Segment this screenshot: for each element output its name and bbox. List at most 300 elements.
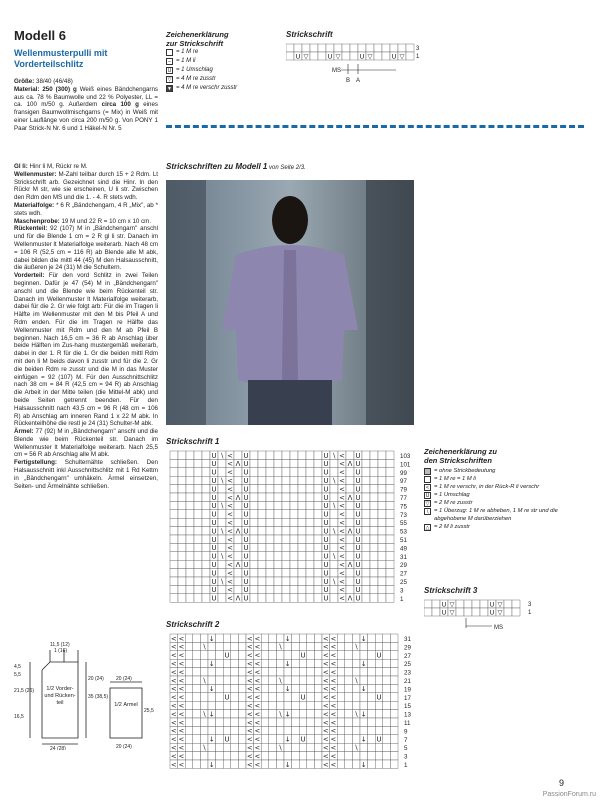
chart-cell — [200, 651, 208, 659]
chart-cell — [266, 585, 274, 593]
chart-symbol: U — [359, 52, 365, 61]
chart-cell — [194, 510, 202, 518]
chart-cell — [362, 510, 370, 518]
chart-cell — [261, 701, 269, 709]
chart-cell — [274, 577, 282, 585]
chart-cell — [185, 735, 193, 743]
chart-cell — [290, 451, 298, 459]
chart-cell — [368, 735, 376, 743]
chart-cell — [290, 569, 298, 577]
chart-cell — [266, 535, 274, 543]
chart-cell — [218, 459, 226, 467]
chart-cell — [258, 476, 266, 484]
chart-symbol: < — [254, 718, 261, 727]
chart-cell — [314, 634, 322, 642]
chart-cell — [334, 44, 342, 52]
chart-cell — [370, 560, 378, 568]
chart-cell — [194, 493, 202, 501]
chart-cell — [298, 518, 306, 526]
chart-cell — [238, 668, 246, 676]
chart-cell — [258, 535, 266, 543]
chart-cell — [352, 726, 360, 734]
chart-cell — [269, 726, 277, 734]
chart-cell — [406, 52, 414, 60]
chart-cell — [360, 701, 368, 709]
sleeve-right-label: 25,5 — [144, 708, 154, 714]
legend2-item-4 — [424, 499, 564, 507]
chart-cell — [208, 701, 216, 709]
chart-symbol: U — [327, 52, 333, 61]
chart-symbol: < — [322, 718, 329, 727]
chart3-ms-label: MS — [494, 625, 503, 631]
chart-symbol: < — [322, 752, 329, 761]
chart-symbol: < — [339, 451, 345, 460]
chart-cell — [368, 668, 376, 676]
chart-cell — [282, 543, 290, 551]
chart-cell — [383, 659, 391, 667]
yarnover-symbol2-icon: U — [425, 493, 430, 499]
chart-cell — [290, 468, 298, 476]
chart-symbol: U — [323, 569, 329, 578]
chart-cell — [383, 693, 391, 701]
chart1-grid — [170, 451, 394, 603]
chart-symbol: U — [323, 586, 329, 595]
chart-cell — [186, 569, 194, 577]
chart-cell — [234, 585, 242, 593]
chart-cell — [386, 459, 394, 467]
chart-cell — [202, 493, 210, 501]
chart-cell — [375, 676, 383, 684]
chart-cell — [223, 718, 231, 726]
chart-symbol: < — [246, 760, 253, 769]
chart-symbol: U — [211, 502, 217, 511]
chart-symbol: Λ — [347, 561, 353, 569]
chart-symbol: U — [355, 519, 361, 527]
chart-symbol: ∖ — [354, 676, 359, 685]
chart-cell — [266, 594, 274, 602]
chart-cell — [378, 569, 386, 577]
chart-cell — [193, 693, 201, 701]
chart-cell — [238, 726, 246, 734]
chart-cell — [234, 510, 242, 518]
photo-subtitle: von Seite 2/3. — [267, 165, 306, 171]
chart-cell — [330, 560, 338, 568]
chart-symbol: ↓ — [208, 660, 215, 668]
chart-cell — [337, 651, 345, 659]
chart-symbol: U — [355, 477, 361, 485]
chart-cell — [234, 518, 242, 526]
chart-symbol: < — [330, 760, 337, 769]
chart-cell — [276, 718, 284, 726]
chart-symbol: < — [227, 510, 233, 519]
chart-cell — [282, 518, 290, 526]
chart-cell — [346, 585, 354, 593]
chart-cell — [383, 642, 391, 650]
chart-cell — [178, 527, 186, 535]
chart-cell — [314, 501, 322, 509]
chart-symbol: < — [246, 676, 253, 685]
legend2-text-5: = 1 Überzug: 1 M re abheben, 1 M re str und die abgehobene M darüberziehen — [434, 508, 558, 522]
legend1-title1: Zeichenerklärung — [166, 30, 229, 39]
chart-cell — [274, 485, 282, 493]
chart-symbol: < — [170, 727, 177, 736]
chart-symbol: < — [322, 693, 329, 702]
chart-cell — [218, 569, 226, 577]
chart-symbol: U — [323, 510, 329, 519]
chart-cell — [314, 651, 322, 659]
chart-cell — [178, 501, 186, 509]
chart-cell — [178, 476, 186, 484]
chart-symbol: ∖ — [202, 710, 207, 719]
chart-cell — [362, 485, 370, 493]
chart-symbol: U — [355, 586, 361, 595]
chart-cell — [390, 743, 398, 751]
chart-cell — [193, 668, 201, 676]
chart-cell — [292, 634, 300, 642]
purl-symbol-icon: – — [166, 58, 173, 65]
chart-symbol: U — [355, 468, 361, 477]
chart-cell — [231, 651, 239, 659]
chart-cell — [292, 642, 300, 650]
chart-cell — [307, 752, 315, 760]
chart-cell — [368, 726, 376, 734]
chart-symbol: ▽ — [449, 608, 455, 617]
chart-cell — [193, 735, 201, 743]
chart-symbol: U — [355, 535, 361, 544]
chart-cell — [290, 518, 298, 526]
chart-cell — [274, 560, 282, 568]
chart-cell — [346, 577, 354, 585]
chart-symbol: < — [246, 718, 253, 727]
chart-cell — [386, 485, 394, 493]
chart-symbol: U — [323, 561, 329, 569]
chart-cell — [345, 735, 353, 743]
legend2-text-2: = 1 M re verschr, in der Rück-R li verschr — [434, 484, 540, 490]
chart-cell — [368, 676, 376, 684]
chart-symbol: U — [211, 468, 217, 477]
chart-cell — [360, 743, 368, 751]
chart-symbol: ▽ — [497, 608, 503, 617]
chart-cell — [290, 476, 298, 484]
chart-symbol: < — [170, 702, 177, 710]
chart-cell — [378, 535, 386, 543]
chart-symbol: < — [170, 643, 177, 652]
chart-cell — [186, 468, 194, 476]
chart1-row-label: 1 — [400, 595, 404, 603]
chart2-row-labels — [404, 636, 411, 769]
chart-cell — [299, 676, 307, 684]
p2-text: M-Zahl teilbar durch 15 + 2 Rdm. Lt Strickschrift arb. Gezeichnet sind die Hinr. In den Rückr M str, wie sie erscheinen, U li str. Zwischen den Rdm den MS und die 1. - 4. R stets wdh. — [14, 170, 158, 202]
chart-symbol: < — [178, 718, 185, 727]
legend1-text-4: = 4 M re verschr zusstr — [176, 85, 238, 91]
chart-cell — [406, 44, 414, 52]
chart-cell — [200, 668, 208, 676]
chart-cell — [314, 668, 322, 676]
chart-cell — [352, 634, 360, 642]
chart-cell — [370, 518, 378, 526]
k4tog-symbol-icon: ▽ — [167, 77, 172, 83]
chart-cell — [234, 476, 242, 484]
chart-symbol: < — [170, 651, 177, 660]
chart-cell — [307, 693, 315, 701]
chart-cell — [386, 527, 394, 535]
chart-cell — [375, 659, 383, 667]
chart-cell — [346, 510, 354, 518]
chart-cell — [258, 527, 266, 535]
chart-symbol: U — [441, 600, 447, 609]
chart-symbol: ∖ — [219, 502, 225, 511]
chart-cell — [306, 459, 314, 467]
chart-symbol: < — [178, 693, 185, 702]
chart-cell — [314, 543, 322, 551]
chart-cell — [337, 684, 345, 692]
legend2-item-1 — [424, 475, 564, 483]
legend1-item-4re — [166, 75, 286, 84]
chart-cell — [302, 44, 310, 52]
chart-cell — [282, 501, 290, 509]
chart-cell — [274, 476, 282, 484]
chart-cell — [307, 659, 315, 667]
chart-cell — [238, 634, 246, 642]
chart-cell — [480, 600, 488, 608]
chart-cell — [223, 701, 231, 709]
chart-cell — [352, 693, 360, 701]
sleeve-label: 1/2 Ärmel — [114, 702, 138, 708]
chart-symbol: < — [246, 702, 253, 710]
chart-cell — [314, 560, 322, 568]
chart-cell — [378, 493, 386, 501]
chart-cell — [282, 527, 290, 535]
chart-symbol: Λ — [347, 527, 353, 536]
chart-symbol: < — [330, 643, 337, 652]
chart-symbol: Λ — [235, 493, 241, 502]
chart-cell — [178, 552, 186, 560]
chart-cell — [314, 493, 322, 501]
dim-l1: 4,5 — [14, 664, 21, 670]
chart-cell — [231, 735, 239, 743]
chart-symbol: ↓ — [284, 760, 291, 769]
chart-symbol: < — [227, 477, 233, 485]
chart-cell — [274, 543, 282, 551]
chart-symbol: < — [170, 660, 177, 668]
chart-cell — [202, 485, 210, 493]
chart-symbol: < — [254, 702, 261, 710]
chart-symbol: < — [178, 727, 185, 736]
chart-cell — [337, 726, 345, 734]
chart-cell — [292, 735, 300, 743]
chart-symbol: < — [254, 752, 261, 761]
chart-cell — [178, 518, 186, 526]
chart-symbol: < — [246, 693, 253, 702]
chart-cell — [231, 684, 239, 692]
chart-cell — [368, 634, 376, 642]
chart-cell — [307, 718, 315, 726]
chart-cell — [390, 710, 398, 718]
chart-cell — [185, 693, 193, 701]
chart-symbol: < — [178, 668, 185, 677]
chart-cell — [216, 752, 224, 760]
chart-symbol: U — [355, 561, 361, 569]
chart-cell — [314, 693, 322, 701]
chart-symbol: < — [254, 685, 261, 694]
chart-cell — [375, 634, 383, 642]
chart-cell — [194, 577, 202, 585]
chart-cell — [200, 684, 208, 692]
chart-symbol: ∖ — [331, 502, 337, 511]
chart-cell — [238, 710, 246, 718]
chart-cell — [290, 577, 298, 585]
chart-cell — [299, 668, 307, 676]
chart-cell — [274, 451, 282, 459]
chart-symbol: U — [243, 527, 249, 536]
chart-cell — [299, 752, 307, 760]
chart-cell — [307, 701, 315, 709]
chart-cell — [170, 585, 178, 593]
chart1-row-label: 77 — [400, 495, 407, 502]
chart-cell — [186, 493, 194, 501]
chart-symbol: U — [243, 477, 249, 485]
chart-cell — [194, 459, 202, 467]
chart-cell — [170, 451, 178, 459]
chart-symbol: ∖ — [331, 527, 337, 536]
chart-symbol: ∖ — [219, 451, 225, 460]
material2-text: eines fransigen Baumwollmischgarns (= Mix) in Weiß mit einer Lauflänge von circa 200 m/50 g. Von PONY 1 Paar Strick-N Nr. 6 und 1 Häkel-N Nr. 5 — [14, 101, 158, 132]
chart-cell — [298, 527, 306, 535]
chart-cell — [193, 676, 201, 684]
chart-cell — [386, 476, 394, 484]
chart-symbol: U — [211, 544, 217, 553]
chart-cell — [306, 552, 314, 560]
chart-symbol: < — [170, 634, 177, 643]
chart-cell — [390, 634, 398, 642]
chart-cell — [350, 52, 358, 60]
legend1-item-re — [166, 48, 286, 57]
chart-cell — [202, 594, 210, 602]
chart-cell — [378, 552, 386, 560]
chart-cell — [386, 501, 394, 509]
chart-symbol: U — [211, 561, 217, 569]
legend1-item-li — [166, 57, 286, 66]
chart2-row-label: 11 — [404, 720, 411, 727]
chart-symbol: < — [322, 727, 329, 736]
chart-cell — [216, 710, 224, 718]
chart-cell — [298, 510, 306, 518]
chart-cell — [314, 468, 322, 476]
chart-symbol: ↓ — [208, 710, 215, 719]
chart-cell — [269, 684, 277, 692]
chart-cell — [298, 585, 306, 593]
chart-cell — [362, 476, 370, 484]
chart-cell — [274, 552, 282, 560]
chart-symbol: < — [339, 493, 345, 502]
chart-cell — [202, 585, 210, 593]
chart-symbol: U — [355, 552, 361, 561]
chart-cell — [370, 459, 378, 467]
material-label: Material: 250 (300) g — [14, 85, 77, 93]
chart-cell — [194, 552, 202, 560]
chart-cell — [269, 710, 277, 718]
chart-symbol: < — [322, 643, 329, 652]
k4tog-tbl-symbol-icon: ▼ — [167, 86, 172, 92]
chart-cell — [290, 459, 298, 467]
chart-cell — [223, 743, 231, 751]
chart-symbol: < — [322, 702, 329, 710]
chart-cell — [223, 676, 231, 684]
chart1-row-label: 51 — [400, 537, 407, 544]
chart-cell — [216, 668, 224, 676]
chart-cell — [345, 693, 353, 701]
chart-symbol: < — [227, 577, 233, 586]
sleeve-top-label: 20 (24) — [116, 676, 132, 682]
chart-cell — [345, 752, 353, 760]
chart-symbol: ↓ — [208, 685, 215, 694]
chart-cell — [362, 535, 370, 543]
chart-cell — [216, 634, 224, 642]
chart-symbol: U — [243, 561, 249, 569]
chart-cell — [298, 560, 306, 568]
chart-cell — [307, 726, 315, 734]
chart-symbol: U — [211, 586, 217, 595]
chart-symbol: U — [323, 577, 329, 586]
top-chart-title: Strickschrift — [286, 30, 333, 39]
chart-cell — [318, 52, 326, 60]
chart-cell — [464, 608, 472, 616]
chart-cell — [292, 659, 300, 667]
chart-cell — [346, 552, 354, 560]
chart-cell — [337, 735, 345, 743]
chart-cell — [375, 752, 383, 760]
chart-cell — [223, 684, 231, 692]
chart-cell — [314, 577, 322, 585]
page-subtitle: Wellenmusterpulli mit Vorderteilschlitz — [14, 48, 108, 69]
chart-cell — [378, 510, 386, 518]
chart-cell — [314, 710, 322, 718]
top-b-label: B — [346, 78, 351, 84]
chart1-row-label: 55 — [400, 520, 407, 528]
chart-cell — [290, 510, 298, 518]
chart-symbol: U — [441, 608, 447, 617]
dim-r1: 20 (24) — [88, 676, 104, 682]
chart-cell — [464, 600, 472, 608]
chart-cell — [186, 535, 194, 543]
chart-cell — [345, 634, 353, 642]
chart-cell — [284, 642, 292, 650]
chart-cell — [352, 735, 360, 743]
chart-cell — [307, 684, 315, 692]
chart-symbol: < — [227, 569, 233, 578]
chart-cell — [337, 743, 345, 751]
chart-cell — [378, 451, 386, 459]
chart-symbol: U — [300, 693, 306, 702]
chart-cell — [383, 676, 391, 684]
chart-symbol: < — [330, 668, 337, 677]
chart3-title: Strickschrift 3 — [424, 586, 478, 595]
chart-symbol: U — [323, 527, 329, 536]
chart-cell — [306, 518, 314, 526]
chart-cell — [231, 726, 239, 734]
chart-symbol: < — [339, 535, 345, 544]
chart-cell — [378, 459, 386, 467]
chart-cell — [306, 510, 314, 518]
chart-cell — [360, 726, 368, 734]
chart-cell — [258, 501, 266, 509]
chart-cell — [231, 743, 239, 751]
page-title: Modell 6 — [14, 28, 67, 43]
chart-cell — [170, 510, 178, 518]
chart-cell — [345, 659, 353, 667]
chart-cell — [266, 577, 274, 585]
chart-cell — [292, 743, 300, 751]
